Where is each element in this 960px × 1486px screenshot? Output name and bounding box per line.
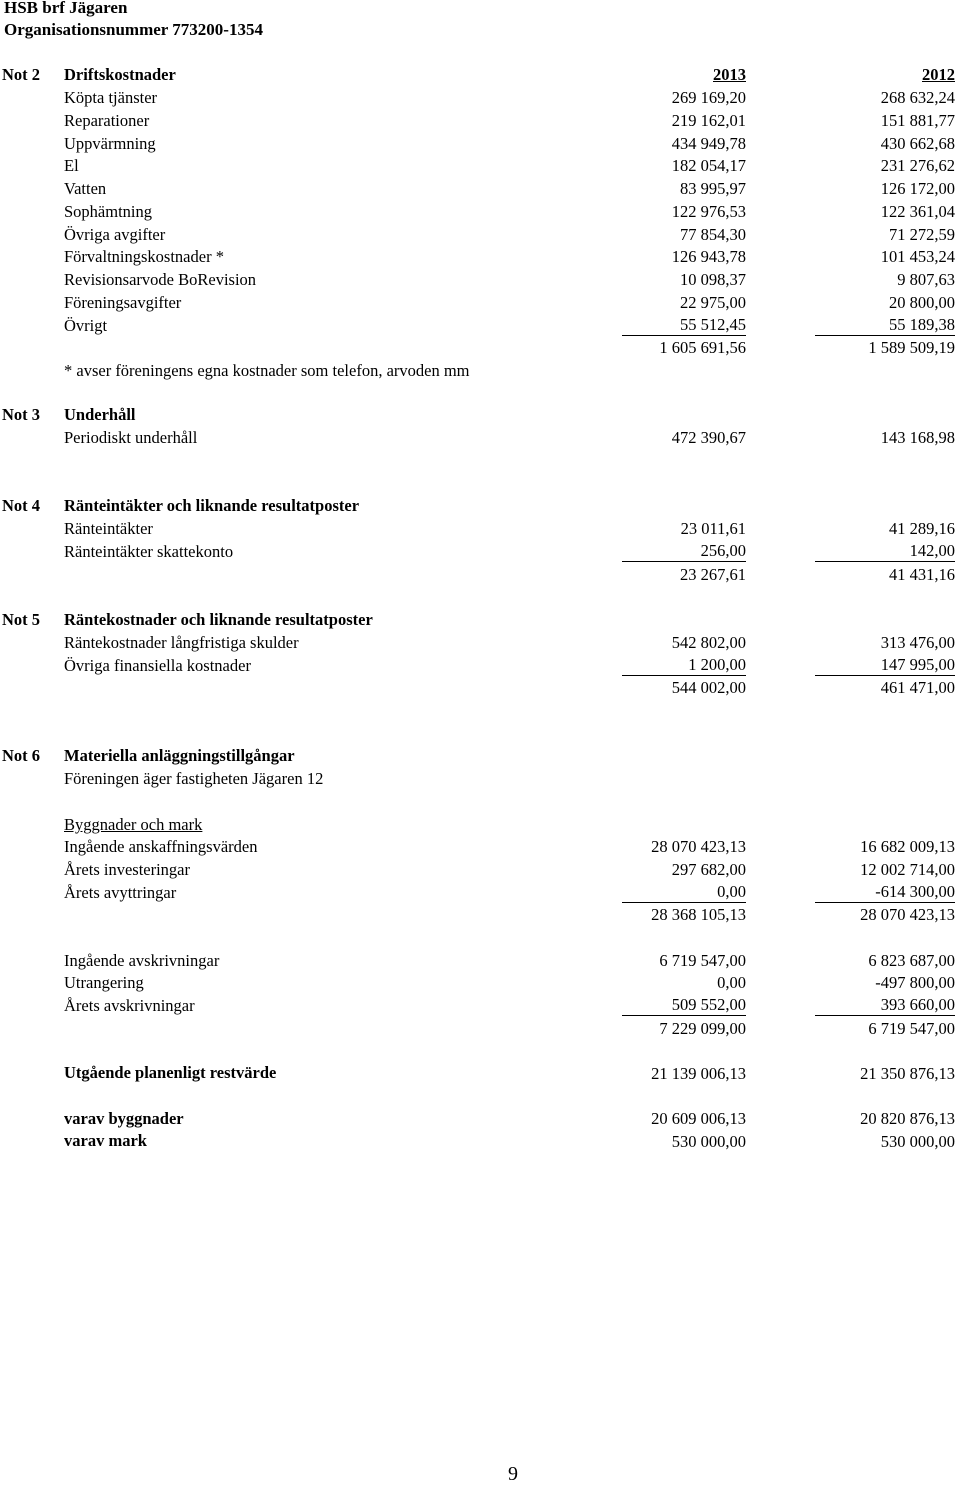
row-label: Vatten	[64, 179, 107, 198]
row-value-2013: 182 054,17	[671, 156, 746, 175]
row-label: Övriga avgifter	[64, 225, 166, 244]
row-value-2012: 393 660,00	[815, 996, 955, 1016]
row-label: Årets avyttringar	[64, 883, 177, 902]
row-value-2013: 434 949,78	[671, 134, 746, 153]
note-6-subtitle: Föreningen äger fastigheten Jägaren 12	[64, 769, 324, 788]
total-2012: 41 431,16	[889, 565, 955, 584]
row-value-2013: 122 976,53	[671, 202, 746, 221]
row-value-2013: 1 200,00	[622, 656, 746, 676]
note-6-title: Materiella anläggningstillgångar	[64, 746, 295, 765]
row-value-2012: 430 662,68	[880, 134, 955, 153]
row-label: Föreningsavgifter	[64, 293, 182, 312]
row-value-2012: 122 361,04	[880, 202, 955, 221]
row-value-2013: 472 390,67	[671, 428, 746, 447]
row-label: Periodiskt underhåll	[64, 428, 198, 447]
row-value-2012: -614 300,00	[815, 883, 955, 903]
year-2012-header: 2012	[922, 65, 955, 84]
row-value-2013: 6 719 547,00	[659, 951, 746, 970]
row-label: Ingående avskrivningar	[64, 951, 220, 970]
row-value-2013: 0,00	[717, 973, 746, 992]
note-5-title: Räntekostnader och liknande resultatposter	[64, 610, 373, 629]
row-value-2012: 12 002 714,00	[860, 860, 955, 879]
row-value-2013: 77 854,30	[680, 225, 746, 244]
row-value-2012: 143 168,98	[880, 428, 955, 447]
residual-2013: 21 139 006,13	[651, 1064, 746, 1083]
row-label: Uppvärmning	[64, 134, 156, 153]
row-label: Räntekostnader långfristiga skulder	[64, 633, 299, 652]
total-2012: 1 589 509,19	[868, 338, 955, 357]
row-value-2013: 256,00	[622, 542, 746, 562]
total-2013: 544 002,00	[671, 678, 746, 697]
land-2012: 530 000,00	[880, 1132, 955, 1151]
row-value-2013: 297 682,00	[671, 860, 746, 879]
row-value-2012: 101 453,24	[880, 247, 955, 266]
note-6-label: Not 6	[2, 746, 41, 765]
row-value-2012: 126 172,00	[880, 179, 955, 198]
total-2013: 1 605 691,56	[659, 338, 746, 357]
note-4-label: Not 4	[2, 496, 41, 515]
residual-label: Utgående planenligt restvärde	[64, 1063, 277, 1082]
row-value-2012: -497 800,00	[875, 973, 955, 992]
row-value-2012: 16 682 009,13	[860, 837, 955, 856]
row-label: Revisionsarvode BoRevision	[64, 270, 257, 289]
land-label: varav mark	[64, 1131, 147, 1150]
row-value-2013: 28 070 423,13	[651, 837, 746, 856]
row-value-2012: 231 276,62	[880, 156, 955, 175]
row-value-2013: 219 162,01	[671, 111, 746, 130]
row-value-2012: 55 189,38	[815, 316, 955, 336]
row-value-2013: 269 169,20	[671, 88, 746, 107]
page-number: 9	[508, 1463, 518, 1485]
note-4-title: Ränteintäkter och liknande resultatposter	[64, 496, 360, 515]
section-title: Byggnader och mark	[64, 815, 203, 834]
row-label: Övriga finansiella kostnader	[64, 656, 251, 675]
buildings-label: varav byggnader	[64, 1109, 184, 1128]
row-value-2013: 83 995,97	[680, 179, 746, 198]
row-value-2012: 41 289,16	[889, 519, 955, 538]
footnote: * avser föreningens egna kostnader som telefon, arvoden mm	[64, 361, 470, 380]
residual-2012: 21 350 876,13	[860, 1064, 955, 1083]
note-5-label: Not 5	[2, 610, 41, 629]
buildings-2012: 20 820 876,13	[860, 1109, 955, 1128]
total-2012: 6 719 547,00	[868, 1019, 955, 1038]
org-number: Organisationsnummer 773200-1354	[4, 20, 263, 39]
row-value-2012: 151 881,77	[880, 111, 955, 130]
row-value-2013: 10 098,37	[680, 270, 746, 289]
row-label: Ränteintäkter skattekonto	[64, 542, 234, 561]
row-label: Årets avskrivningar	[64, 996, 195, 1015]
year-2013-header: 2013	[713, 65, 746, 84]
row-value-2013: 0,00	[622, 883, 746, 903]
row-value-2013: 126 943,78	[671, 247, 746, 266]
row-value-2013: 23 011,61	[680, 519, 746, 538]
note-2-label: Not 2	[2, 65, 41, 84]
row-value-2013: 22 975,00	[680, 293, 746, 312]
row-value-2013: 509 552,00	[622, 996, 746, 1016]
row-value-2012: 9 807,63	[897, 270, 955, 289]
row-label: Reparationer	[64, 111, 150, 130]
row-value-2013: 55 512,45	[622, 316, 746, 336]
org-name: HSB brf Jägaren	[4, 0, 128, 17]
row-label: Sophämtning	[64, 202, 153, 221]
total-2013: 23 267,61	[680, 565, 746, 584]
note-2-title: Driftskostnader	[64, 65, 176, 84]
row-value-2013: 542 802,00	[671, 633, 746, 652]
buildings-2013: 20 609 006,13	[651, 1109, 746, 1128]
row-label: Förvaltningskostnader *	[64, 247, 224, 266]
row-label: Övrigt	[64, 316, 108, 335]
row-label: El	[64, 156, 79, 175]
row-label: Ingående anskaffningsvärden	[64, 837, 258, 856]
row-value-2012: 313 476,00	[880, 633, 955, 652]
row-value-2012: 71 272,59	[889, 225, 955, 244]
row-value-2012: 268 632,24	[880, 88, 955, 107]
row-value-2012: 147 995,00	[815, 656, 955, 676]
row-label: Årets investeringar	[64, 860, 190, 879]
note-3-title: Underhåll	[64, 405, 136, 424]
row-value-2012: 6 823 687,00	[868, 951, 955, 970]
total-2012: 28 070 423,13	[860, 905, 955, 924]
land-2013: 530 000,00	[671, 1132, 746, 1151]
row-label: Ränteintäkter	[64, 519, 153, 538]
note-3-label: Not 3	[2, 405, 41, 424]
total-2012: 461 471,00	[880, 678, 955, 697]
total-2013: 28 368 105,13	[651, 905, 746, 924]
row-value-2012: 142,00	[815, 542, 955, 562]
total-2013: 7 229 099,00	[659, 1019, 746, 1038]
row-label: Utrangering	[64, 973, 144, 992]
row-label: Köpta tjänster	[64, 88, 158, 107]
row-value-2012: 20 800,00	[889, 293, 955, 312]
